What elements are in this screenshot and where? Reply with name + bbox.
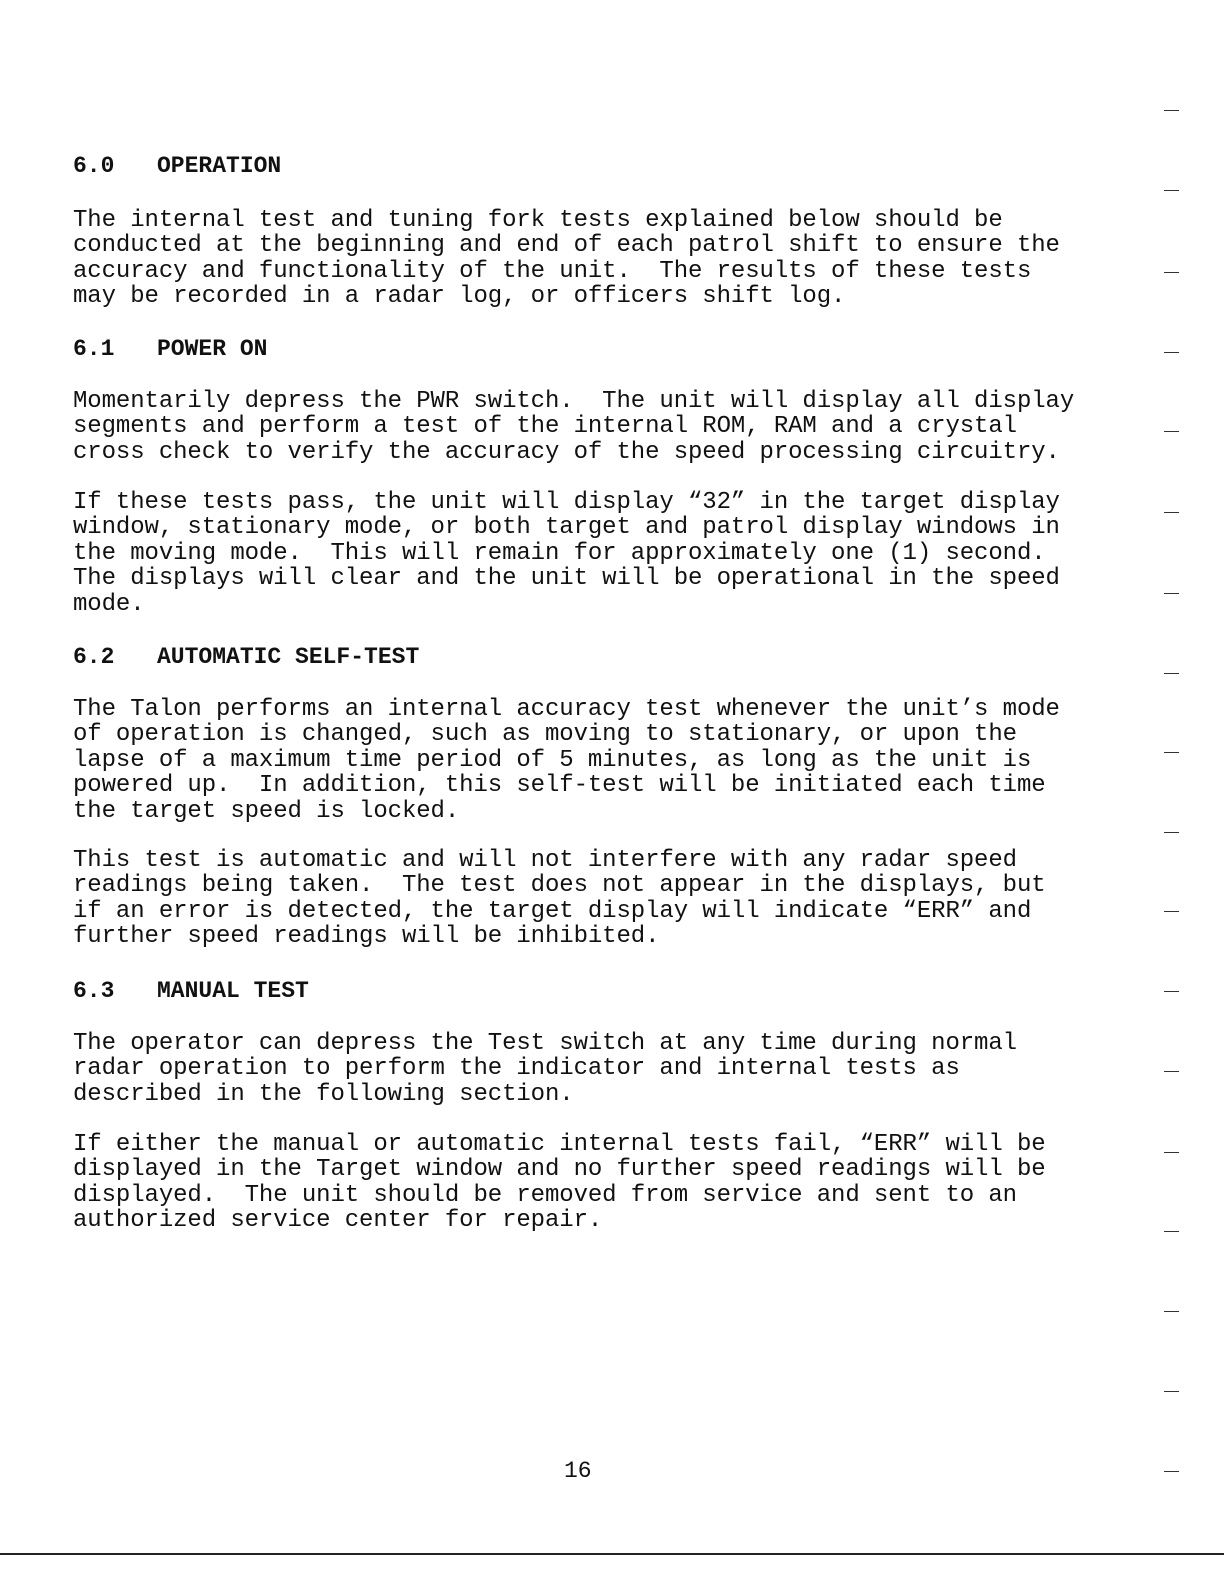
- text-line: This test is automatic and will not interfere with any radar speed: [73, 847, 1017, 874]
- margin-tick: [1164, 1231, 1179, 1232]
- margin-tick: [1164, 272, 1179, 273]
- text-line: The operator can depress the Test switch at any time during normal: [73, 1030, 1017, 1057]
- margin-tick: [1164, 110, 1179, 111]
- text-line: mode.: [73, 590, 145, 618]
- section-title: AUTOMATIC SELF-TEST: [157, 644, 420, 670]
- section-number: 6.1: [73, 336, 115, 362]
- text-line: the moving mode. This will remain for approximately one (1) second.: [73, 539, 1046, 567]
- text-line: If these tests pass, the unit will display “32” in the target display: [73, 489, 1060, 516]
- section-heading-6-1: [73, 336, 267, 362]
- margin-tick: [1164, 431, 1179, 432]
- margin-tick: [1164, 673, 1179, 674]
- text-line: cross check to verify the accuracy of the speed processing circuitry.: [73, 438, 1060, 466]
- section-heading-6-0: [73, 153, 281, 179]
- text-line: if an error is detected, the target display will indicate “ERR” and: [73, 897, 1032, 925]
- paragraph-6-0-1: [73, 208, 1060, 310]
- text-line: of operation is changed, such as moving to stationary, or upon the: [73, 721, 1017, 749]
- text-line: conducted at the beginning and end of each patrol shift to ensure the: [73, 232, 1060, 260]
- section-title: POWER ON: [157, 336, 268, 362]
- margin-tick: [1164, 832, 1179, 833]
- text-line: displayed. The unit should be removed from service and sent to an: [73, 1181, 1017, 1209]
- text-line: described in the following section.: [73, 1080, 574, 1108]
- margin-tick: [1164, 911, 1179, 912]
- margin-tick: [1164, 1152, 1179, 1153]
- margin-tick: [1164, 352, 1179, 353]
- margin-tick: [1164, 1391, 1179, 1392]
- text-line: segments and perform a test of the internal ROM, RAM and a crystal: [73, 413, 1017, 441]
- text-line: The internal test and tuning fork tests explained below should be: [73, 207, 1003, 234]
- margin-tick: [1164, 1071, 1179, 1072]
- text-line: readings being taken. The test does not appear in the displays, but: [73, 872, 1046, 900]
- section-title: OPERATION: [157, 153, 282, 179]
- paragraph-6-3-2: [73, 1132, 1046, 1234]
- text-line: displayed in the Target window and no further speed readings will be: [73, 1156, 1046, 1184]
- text-line: accuracy and functionality of the unit. The results of these tests: [73, 257, 1032, 285]
- section-heading-6-2: [73, 644, 419, 670]
- text-line: Momentarily depress the PWR switch. The unit will display all display: [73, 388, 1075, 415]
- margin-tick: [1164, 752, 1179, 753]
- text-line: If either the manual or automatic internal tests fail, “ERR” will be: [73, 1131, 1046, 1158]
- margin-tick: [1164, 1311, 1179, 1312]
- text-line: authorized service center for repair.: [73, 1207, 603, 1235]
- text-line: lapse of a maximum time period of 5 minutes, as long as the unit is: [73, 746, 1032, 774]
- margin-tick: [1164, 1471, 1179, 1472]
- margin-tick: [1164, 593, 1179, 594]
- section-title: MANUAL TEST: [157, 978, 309, 1004]
- text-line: radar operation to perform the indicator and internal tests as: [73, 1055, 960, 1083]
- page-number: 16: [564, 1458, 592, 1484]
- margin-tick: [1164, 190, 1179, 191]
- text-line: powered up. In addition, this self-test will be initiated each time: [73, 772, 1046, 800]
- paragraph-6-1-1: [73, 389, 1074, 465]
- section-number: 6.3: [73, 978, 115, 1004]
- paragraph-6-3-1: [73, 1031, 1017, 1107]
- text-line: window, stationary mode, or both target and patrol display windows in: [73, 514, 1060, 542]
- text-line: the target speed is locked.: [73, 797, 460, 825]
- text-line: The displays will clear and the unit will be operational in the speed: [73, 565, 1060, 593]
- margin-tick: [1164, 991, 1179, 992]
- text-line: The Talon performs an internal accuracy test whenever the unit’s mode: [73, 696, 1060, 723]
- section-number: 6.2: [73, 644, 115, 670]
- text-line: further speed readings will be inhibited.: [73, 923, 660, 951]
- section-number: 6.0: [73, 153, 115, 179]
- text-line: may be recorded in a radar log, or officers shift log.: [73, 283, 846, 311]
- paragraph-6-2-1: [73, 697, 1060, 824]
- bottom-rule: [0, 1553, 1224, 1555]
- paragraph-6-1-2: [73, 490, 1060, 617]
- section-heading-6-3: [73, 978, 309, 1004]
- margin-tick: [1164, 512, 1179, 513]
- paragraph-6-2-2: [73, 848, 1046, 950]
